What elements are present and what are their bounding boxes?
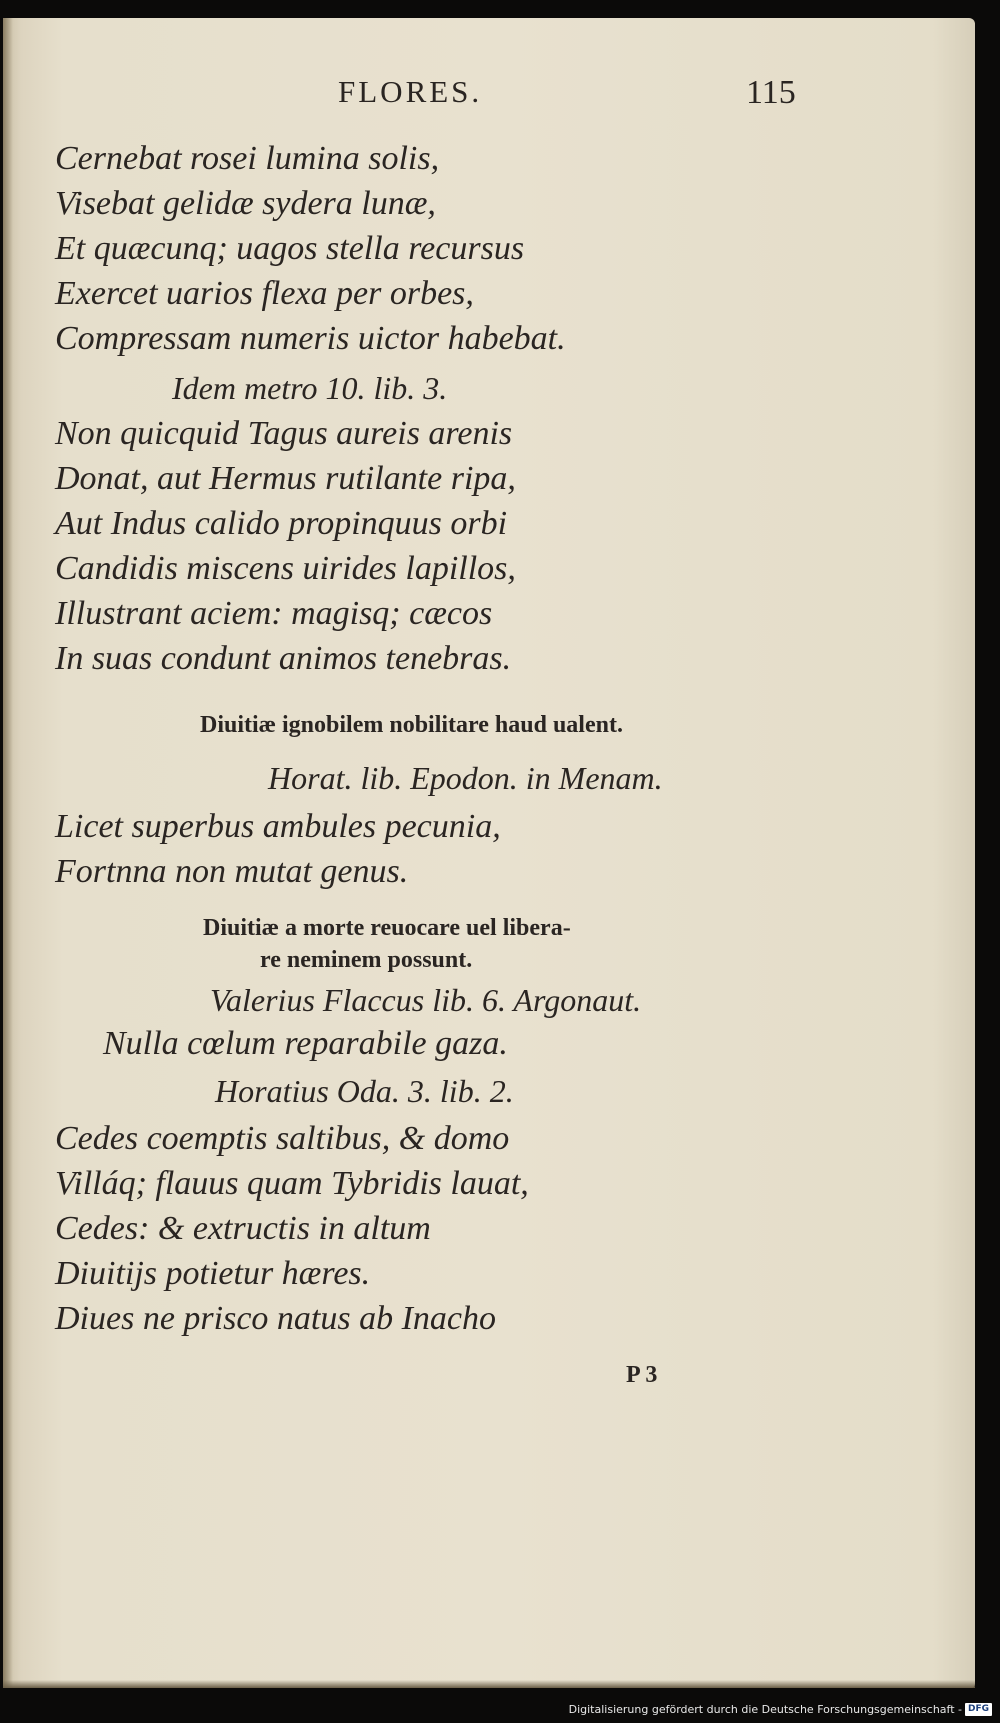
verse-line: Villáq; flauus quam Tybridis lauat, [55, 1165, 529, 1202]
verse-line: Aut Indus calido propinquus orbi [55, 505, 508, 542]
running-head: FLORES. [338, 74, 483, 109]
verse-line: Fortnna non mutat genus. [55, 853, 409, 890]
page-number: 115 [746, 74, 796, 111]
verse-line: Non quicquid Tagus aureis arenis [55, 415, 513, 452]
section-heading: Diuitiæ ignobilem nobilitare haud ualent. [200, 712, 623, 738]
verse-line: Cernebat rosei lumina solis, [55, 140, 440, 177]
page-gutter-shadow [3, 18, 13, 1688]
source-citation: Valerius Flaccus lib. 6. Argonaut. [210, 982, 642, 1018]
dfg-logo: DFG [965, 1703, 992, 1716]
verse-line: Licet superbus ambules pecunia, [55, 808, 501, 845]
source-citation: Horat. lib. Epodon. in Menam. [268, 760, 663, 796]
section-heading: Diuitiæ a morte reuocare uel libera- [203, 915, 571, 941]
verse-line: Illustrant aciem: magisq; cæcos [55, 595, 493, 632]
verse-line: Diues ne prisco natus ab Inacho [55, 1300, 497, 1337]
verse-line: Cedes coemptis saltibus, & domo [55, 1120, 510, 1157]
source-citation: Idem metro 10. lib. 3. [172, 370, 448, 406]
verse-line: Candidis miscens uirides lapillos, [55, 550, 516, 587]
verse-line: Cedes: & extructis in altum [55, 1210, 431, 1247]
verse-line: Nulla cœlum reparabile gaza. [103, 1025, 508, 1062]
source-citation: Horatius Oda. 3. lib. 2. [215, 1073, 514, 1109]
verse-line: Donat, aut Hermus rutilante ripa, [55, 460, 516, 497]
funding-credit: Digitalisierung gefördert durch die Deutsche Forschungsgemeinschaft - [568, 1703, 962, 1716]
verse-line: In suas condunt animos tenebras. [55, 640, 512, 677]
verse-line: Visebat gelidæ sydera lunæ, [55, 185, 436, 222]
section-heading-continuation: re neminem possunt. [260, 947, 473, 973]
verse-line: Diuitijs potietur hæres. [55, 1255, 371, 1292]
verse-line: Et quæcunq; uagos stella recursus [55, 230, 525, 267]
page-bottom-edge [3, 1680, 975, 1688]
verse-line: Compressam numeris uictor habebat. [55, 320, 566, 357]
verse-line: Exercet uarios flexa per orbes, [55, 275, 474, 312]
signature-mark: P 3 [626, 1362, 658, 1388]
